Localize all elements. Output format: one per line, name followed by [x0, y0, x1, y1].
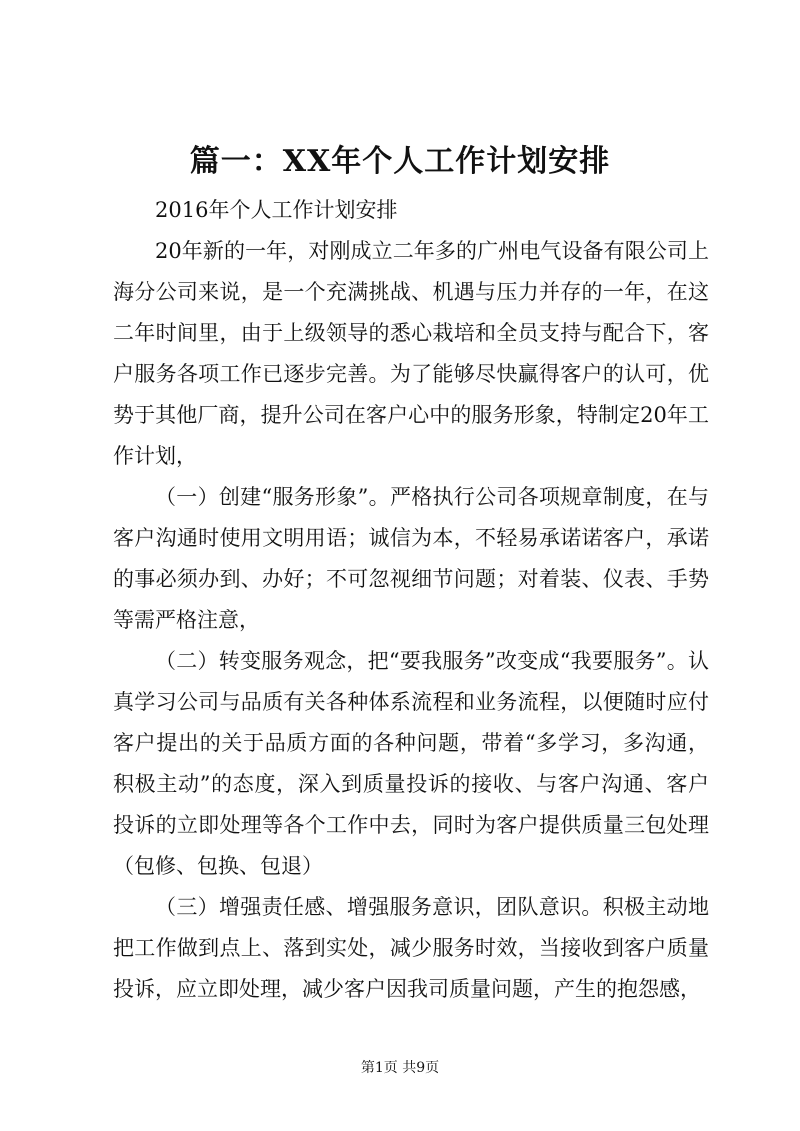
- document-title: 篇一：XX年个人工作计划安排: [189, 144, 611, 179]
- paragraph-subtitle: 2016年个人工作计划安排: [155, 198, 398, 222]
- paragraph-item-2: （二）转变服务观念，把“要我服务”改变成“我要服务”。认真学习公司与品质有关各种体系流程和业务流程，以便随时应付客户提出的关于品质方面的各种问题，带着“多学习，多沟通，积极主动”的态度，深入到质量投诉的接收、与客户沟通、客户投诉的立即处理等各个工作中去，同时为客户提供质量三包处理（包修、包换、包退）: [113, 649, 709, 878]
- document-body: [113, 190, 709, 1010]
- page-number-footer: 第1页 共9页: [360, 1060, 440, 1076]
- paragraph-intro: 20年新的一年，对刚成立二年多的广州电气设备有限公司上海分公司来说，是一个充满挑战、机遇与压力并存的一年，在这二年时间里，由于上级领导的悉心栽培和全员支持与配合下，客户服务各项工作已逐步完善。为了能够尽快赢得客户的认可，优势于其他厂商，提升公司在客户心中的服务形象，特制定20年工作计划，: [113, 239, 709, 468]
- paragraph-item-3: （三）增强责任感、增强服务意识，团队意识。积极主动地把工作做到点上、落到实处，减少服务时效，当接收到客户质量投诉，应立即处理，减少客户因我司质量问题，产生的抱怨感，: [113, 895, 709, 1001]
- paragraph-item-1: （一）创建“服务形象”。严格执行公司各项规章制度，在与客户沟通时使用文明用语；诚信为本，不轻易承诺诺客户，承诺的事必须办到、办好；不可忽视细节问题；对着装、仪表、手势等需严格注意，: [113, 485, 709, 632]
